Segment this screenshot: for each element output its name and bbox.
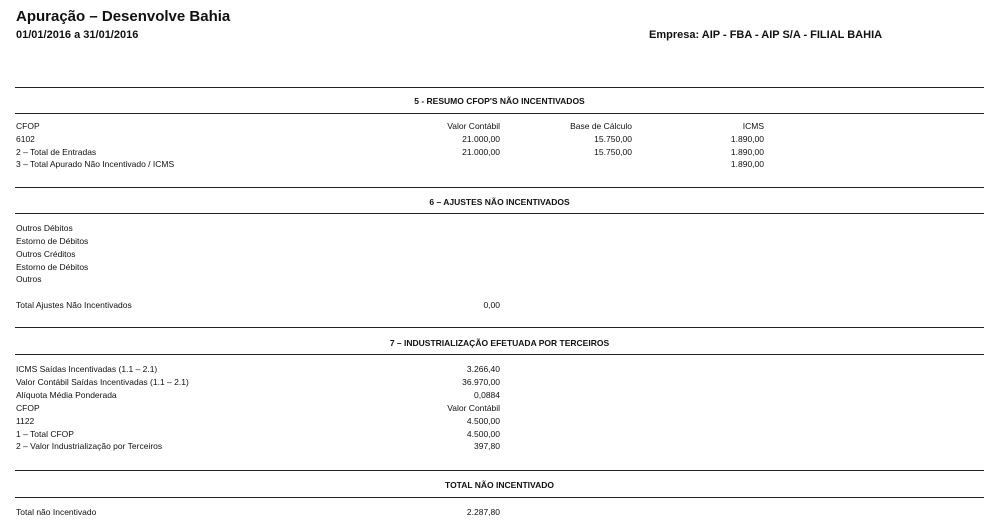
- s7-row-label: 2 – Valor Industrialização por Terceiros: [16, 441, 163, 451]
- s5-row-valor: 21.000,00: [462, 134, 500, 144]
- report-title: Apuração – Desenvolve Bahia: [16, 8, 231, 25]
- s5-row-valor: 21.000,00: [462, 147, 500, 157]
- s7-row-value: Valor Contábil: [447, 403, 500, 413]
- section-7-title: 7 – INDUSTRIALIZAÇÃO EFETUADA POR TERCEIROS: [389, 338, 610, 348]
- divider: [15, 497, 984, 498]
- section-6-title: 6 – AJUSTES NÃO INCENTIVADOS: [429, 197, 570, 207]
- s6-item: Outros Débitos: [16, 223, 73, 233]
- col-header-cfop: CFOP: [16, 121, 40, 131]
- s7-row-value: 4.500,00: [466, 429, 500, 439]
- divider: [15, 327, 984, 328]
- s7-row-label: 1 – Total CFOP: [16, 429, 74, 439]
- divider: [15, 354, 984, 355]
- s7-row-label: ICMS Saídas Incentivadas (1.1 – 2.1): [16, 364, 158, 374]
- s5-row-label: 6102: [16, 134, 35, 144]
- s5-row-label: 3 – Total Apurado Não Incentivado / ICMS: [16, 159, 175, 169]
- divider: [15, 87, 984, 88]
- s7-row-label: Valor Contábil Saídas Incentivadas (1.1 – 2.1): [16, 377, 189, 387]
- col-header-icms: ICMS: [742, 121, 764, 131]
- s5-row-base: 15.750,00: [594, 134, 632, 144]
- col-header-valor-contabil: Valor Contábil: [447, 121, 500, 131]
- s5-row-base: 15.750,00: [594, 147, 632, 157]
- divider: [15, 113, 984, 114]
- s7-row-label: CFOP: [16, 403, 40, 413]
- s7-row-value: 36.970,00: [462, 377, 500, 387]
- s6-total-value: 0,00: [483, 300, 500, 310]
- s6-item: Estorno de Débitos: [16, 236, 89, 246]
- total-label: Total não Incentivado: [16, 507, 97, 517]
- s5-row-icms: 1.890,00: [730, 134, 764, 144]
- s5-row-label: 2 – Total de Entradas: [16, 147, 97, 157]
- divider: [15, 213, 984, 214]
- s5-row-icms: 1.890,00: [730, 159, 764, 169]
- s7-row-value: 3.266,40: [466, 364, 500, 374]
- s6-item: Estorno de Débitos: [16, 262, 89, 272]
- company-name: Empresa: AIP - FBA - AIP S/A - FILIAL BAHIA: [649, 29, 883, 41]
- report-period: 01/01/2016 a 31/01/2016: [16, 29, 139, 41]
- total-value: 2.287,80: [466, 507, 500, 517]
- section-5-title: 5 - RESUMO CFOP'S NÃO INCENTIVADOS: [414, 96, 585, 106]
- s6-total-label: Total Ajustes Não Incentivados: [16, 300, 132, 310]
- s6-item: Outros Créditos: [16, 249, 76, 259]
- s7-row-value: 0,0884: [474, 390, 500, 400]
- divider: [15, 187, 984, 188]
- s6-item: Outros: [16, 274, 42, 284]
- s7-row-label: 1122: [16, 416, 35, 426]
- s7-row-label: Alíquota Média Ponderada: [16, 390, 117, 400]
- s5-row-icms: 1.890,00: [730, 147, 764, 157]
- col-header-base-calculo: Base de Cálculo: [570, 121, 632, 131]
- divider: [15, 470, 984, 471]
- s7-row-value: 397,80: [474, 441, 500, 451]
- s7-row-value: 4.500,00: [466, 416, 500, 426]
- total-section-title: TOTAL NÃO INCENTIVADO: [445, 480, 554, 490]
